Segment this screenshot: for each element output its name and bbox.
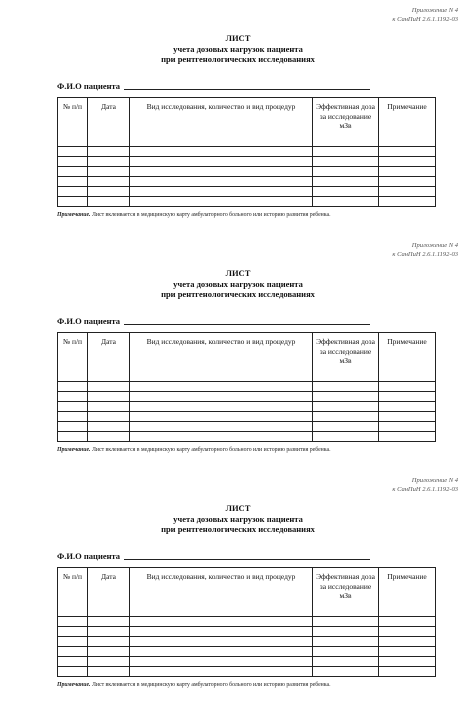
table-cell[interactable] [58, 432, 88, 442]
table-cell[interactable] [58, 617, 88, 627]
table-cell[interactable] [58, 402, 88, 412]
table-cell[interactable] [379, 382, 436, 392]
table-cell[interactable] [88, 402, 130, 412]
header-remark: Примечание [379, 333, 436, 382]
footnote-label: Примечание. [57, 447, 91, 453]
table-body [58, 617, 436, 677]
table-cell[interactable] [88, 637, 130, 647]
header-effective-dose: Эффективная доза за исследование мЗв [313, 333, 379, 382]
table-cell[interactable] [313, 157, 379, 167]
table-cell[interactable] [379, 392, 436, 402]
table-row [58, 422, 436, 432]
table-row [58, 392, 436, 402]
table-cell[interactable] [313, 187, 379, 197]
table-cell[interactable] [58, 637, 88, 647]
table-row [58, 402, 436, 412]
header-effective-dose: Эффективная доза за исследование мЗв [313, 568, 379, 617]
table-cell[interactable] [313, 432, 379, 442]
table-cell[interactable] [88, 382, 130, 392]
table-row [58, 637, 436, 647]
title-line-2: учета дозовых нагрузок пациента [173, 513, 303, 524]
table-cell[interactable] [88, 177, 130, 187]
table-row [58, 432, 436, 442]
table-row [58, 197, 436, 207]
table-header-row [58, 568, 436, 617]
table-cell[interactable] [58, 187, 88, 197]
table-cell[interactable] [88, 657, 130, 667]
table-cell[interactable] [130, 177, 313, 187]
title-line-1: ЛИСТ [225, 503, 251, 513]
table-cell[interactable] [313, 382, 379, 392]
table-cell[interactable] [88, 167, 130, 177]
header-effective-dose: Эффективная доза за исследование мЗв [313, 98, 379, 147]
table-cell[interactable] [313, 647, 379, 657]
table-cell[interactable] [88, 187, 130, 197]
table-cell[interactable] [379, 627, 436, 637]
footnote [57, 682, 331, 688]
header-remark: Примечание [379, 98, 436, 147]
table-cell[interactable] [313, 392, 379, 402]
table-cell[interactable] [379, 617, 436, 627]
table-cell[interactable] [88, 422, 130, 432]
title-line-1: ЛИСТ [225, 268, 251, 278]
header-procedure: Вид исследования, количество и вид процедур [130, 333, 313, 382]
table-cell[interactable] [88, 432, 130, 442]
table-cell[interactable] [58, 392, 88, 402]
table-header-row [58, 333, 436, 382]
footnote-text: Лист вклеивается в медицинскую карту амбулаторного больного или историю развития ребенка. [90, 447, 331, 453]
table-cell[interactable] [313, 147, 379, 157]
table-cell[interactable] [88, 647, 130, 657]
table-cell[interactable] [130, 157, 313, 167]
form-title [0, 268, 476, 300]
table-cell[interactable] [313, 637, 379, 647]
table-cell[interactable] [130, 167, 313, 177]
table-body [58, 382, 436, 442]
table-cell[interactable] [58, 667, 88, 677]
appendix-line-2: к СанПиН 2.6.1.1192-03 [392, 251, 458, 258]
header-number: № п/п [58, 98, 88, 147]
table-cell[interactable] [313, 167, 379, 177]
patient-name-field[interactable] [124, 559, 370, 560]
table-cell[interactable] [379, 412, 436, 422]
form-title [0, 503, 476, 535]
table-cell[interactable] [379, 167, 436, 177]
dose-table [57, 567, 436, 677]
table-cell[interactable] [379, 402, 436, 412]
title-line-1: ЛИСТ [225, 33, 251, 43]
appendix-reference [392, 6, 458, 24]
table-row [58, 617, 436, 627]
table-cell[interactable] [379, 432, 436, 442]
table-cell[interactable] [88, 392, 130, 402]
dose-table [57, 332, 436, 442]
title-line-2: учета дозовых нагрузок пациента [173, 278, 303, 289]
table-cell[interactable] [130, 187, 313, 197]
footnote [57, 212, 331, 218]
header-number: № п/п [58, 333, 88, 382]
table-cell[interactable] [58, 382, 88, 392]
table-cell[interactable] [130, 617, 313, 627]
table-header-row [58, 98, 436, 147]
table-row [58, 647, 436, 657]
table-cell[interactable] [379, 147, 436, 157]
table-cell[interactable] [130, 402, 313, 412]
table-cell[interactable] [130, 647, 313, 657]
header-number: № п/п [58, 568, 88, 617]
header-date: Дата [88, 98, 130, 147]
table-cell[interactable] [58, 167, 88, 177]
table-cell[interactable] [313, 617, 379, 627]
table-cell[interactable] [88, 157, 130, 167]
table-cell[interactable] [130, 667, 313, 677]
table-cell[interactable] [130, 422, 313, 432]
table-cell[interactable] [313, 422, 379, 432]
table-cell[interactable] [88, 617, 130, 627]
table-cell[interactable] [88, 147, 130, 157]
table-row [58, 657, 436, 667]
patient-name-label: Ф.И.О пациента [57, 81, 121, 91]
table-cell[interactable] [379, 177, 436, 187]
table-row [58, 157, 436, 167]
table-cell[interactable] [58, 177, 88, 187]
table-row [58, 627, 436, 637]
footnote-text: Лист вклеивается в медицинскую карту амбулаторного больного или историю развития ребенка. [90, 682, 331, 688]
appendix-reference [392, 241, 458, 259]
table-cell[interactable] [379, 157, 436, 167]
appendix-line-1: Приложение N 4 [411, 7, 458, 14]
table-cell[interactable] [313, 177, 379, 187]
table-row [58, 667, 436, 677]
table-row [58, 187, 436, 197]
table-row [58, 147, 436, 157]
table-cell[interactable] [58, 647, 88, 657]
table-cell[interactable] [88, 197, 130, 207]
appendix-line-1: Приложение N 4 [411, 477, 458, 484]
table-cell[interactable] [130, 412, 313, 422]
header-date: Дата [88, 568, 130, 617]
form-sheet-2 [0, 235, 476, 468]
table-cell[interactable] [130, 657, 313, 667]
patient-name-label: Ф.И.О пациента [57, 551, 121, 561]
header-procedure: Вид исследования, количество и вид процедур [130, 568, 313, 617]
table-cell[interactable] [58, 412, 88, 422]
table-cell[interactable] [379, 637, 436, 647]
table-cell[interactable] [379, 197, 436, 207]
table-cell[interactable] [313, 197, 379, 207]
title-line-2: учета дозовых нагрузок пациента [173, 43, 303, 54]
table-body [58, 147, 436, 207]
table-cell[interactable] [58, 197, 88, 207]
table-cell[interactable] [379, 647, 436, 657]
table-cell[interactable] [58, 627, 88, 637]
appendix-reference [392, 476, 458, 494]
dose-table [57, 97, 436, 207]
table-cell[interactable] [379, 187, 436, 197]
table-cell[interactable] [130, 627, 313, 637]
table-cell[interactable] [379, 422, 436, 432]
header-date: Дата [88, 333, 130, 382]
table-row [58, 382, 436, 392]
table-cell[interactable] [130, 197, 313, 207]
appendix-line-2: к СанПиН 2.6.1.1192-03 [392, 486, 458, 493]
table-cell[interactable] [130, 147, 313, 157]
table-cell[interactable] [88, 627, 130, 637]
patient-name-field[interactable] [124, 324, 370, 325]
footnote-label: Примечание. [57, 212, 91, 218]
table-cell[interactable] [130, 392, 313, 402]
table-cell[interactable] [130, 637, 313, 647]
table-row [58, 167, 436, 177]
table-cell[interactable] [58, 657, 88, 667]
title-line-3: при рентгенологических исследованиях [161, 289, 315, 299]
table-cell[interactable] [130, 432, 313, 442]
table-cell[interactable] [379, 667, 436, 677]
table-cell[interactable] [313, 627, 379, 637]
appendix-line-1: Приложение N 4 [411, 242, 458, 249]
table-cell[interactable] [313, 412, 379, 422]
table-cell[interactable] [379, 657, 436, 667]
header-procedure: Вид исследования, количество и вид процедур [130, 98, 313, 147]
title-line-3: при рентгенологических исследованиях [161, 524, 315, 534]
table-cell[interactable] [58, 157, 88, 167]
footnote-label: Примечание. [57, 682, 91, 688]
title-line-3: при рентгенологических исследованиях [161, 54, 315, 64]
table-cell[interactable] [130, 382, 313, 392]
footnote [57, 447, 331, 453]
table-cell[interactable] [313, 402, 379, 412]
form-sheet-1 [0, 0, 476, 233]
table-row [58, 412, 436, 422]
header-remark: Примечание [379, 568, 436, 617]
table-row [58, 177, 436, 187]
table-cell[interactable] [88, 412, 130, 422]
table-cell[interactable] [313, 667, 379, 677]
form-title [0, 33, 476, 65]
form-sheet-3 [0, 470, 476, 703]
patient-name-label: Ф.И.О пациента [57, 316, 121, 326]
table-cell[interactable] [58, 147, 88, 157]
table-cell[interactable] [58, 422, 88, 432]
appendix-line-2: к СанПиН 2.6.1.1192-03 [392, 16, 458, 23]
footnote-text: Лист вклеивается в медицинскую карту амбулаторного больного или историю развития ребенка. [90, 212, 331, 218]
table-cell[interactable] [313, 657, 379, 667]
patient-name-field[interactable] [124, 89, 370, 90]
table-cell[interactable] [88, 667, 130, 677]
